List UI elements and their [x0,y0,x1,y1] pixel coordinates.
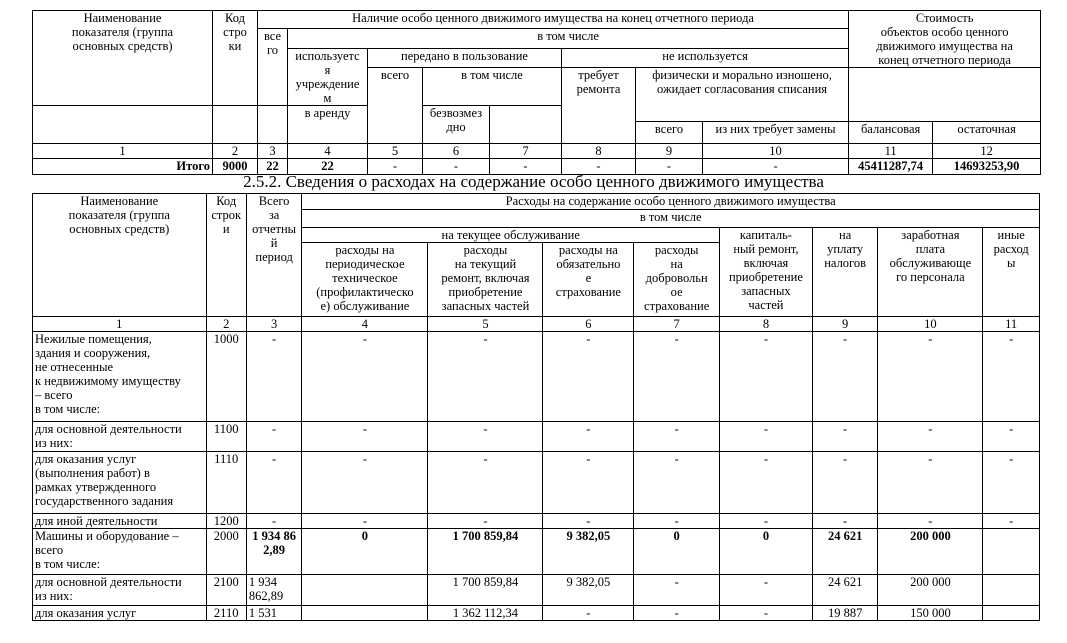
table-cell: - [983,452,1040,514]
header-tr-incl: в том числе [423,68,562,106]
col-num: 5 [368,143,423,158]
table-cell: - [302,422,428,452]
table-cell: - [720,452,813,514]
table-cell: 19 887 [812,606,878,621]
table-cell [302,606,428,621]
table-cell: - [634,606,720,621]
header-mandatory-insurance: расходы на обязательно е страхование [543,243,634,317]
table-cell: 1 531 [246,606,301,621]
row-label: для оказания услуг [33,606,207,621]
table-cell: - [428,452,543,514]
total-cell: 22 [288,158,368,174]
col-num: 2 [213,143,258,158]
header-rent: в аренду [288,105,368,143]
table-cell: - [878,332,983,422]
table-cell: - [302,514,428,529]
header-transferred: передано в пользование [368,48,562,68]
table-cell: 9 382,05 [543,575,634,606]
column-numbers-row [33,143,1041,158]
table-cell: - [543,514,634,529]
table-cell: 1 700 859,84 [428,575,543,606]
row-label: для основной деятельности из них: [33,575,207,606]
total-label: Итого [33,158,213,174]
table-cell: 9 382,05 [543,529,634,575]
table-cell: 1 362 112,34 [428,606,543,621]
table-cell [983,575,1040,606]
expenses-table-body [33,332,1040,621]
row-code: 2110 [206,606,246,621]
table-cell: - [720,606,813,621]
table-row [33,575,1040,606]
row-label: Машины и оборудование – всего в том числе: [33,529,207,575]
table-cell: - [812,514,878,529]
header-tr-total: всего [368,68,423,144]
ocdi-availability-table [32,10,1041,175]
section-title: 2.5.2. Сведения о расходах на содержание особо ценного движимого имущества [243,172,824,191]
header-worn: физически и морально изношено, ожидает согласования списания [636,68,849,122]
table-cell: - [634,422,720,452]
header-name: Наименование показателя (группа основных средств) [33,194,207,317]
header-unused: не используется [562,48,849,68]
table-cell: 200 000 [878,529,983,575]
table-row [33,529,1040,575]
col-num: 2 [206,317,246,332]
table-cell: - [543,332,634,422]
table-cell: - [983,422,1040,452]
table-cell [983,606,1040,621]
header-voluntary-insurance: расходы на добровольн ое страхование [634,243,720,317]
col-num: 3 [258,143,288,158]
header-repair: требует ремонта [562,68,636,144]
col-num: 3 [246,317,301,332]
row-code: 1200 [206,514,246,529]
header-incl: в том числе [302,210,1040,228]
col-num: 12 [933,143,1041,158]
table-cell: 1 934 86 2,89 [246,529,301,575]
header-incl: в том числе [288,29,849,49]
table-cell: - [983,514,1040,529]
table-cell: - [878,514,983,529]
table-cell: - [812,422,878,452]
row-label: Нежилые помещения, здания и сооружения, не отнесенные к недвижимому имуществу – всего в том числе: [33,332,207,422]
table-cell: - [983,332,1040,422]
col-num: 7 [490,143,562,158]
header-worn-total: всего [636,121,703,143]
row-code: 1100 [206,422,246,452]
header-code: Код строк и [206,194,246,317]
table-cell: - [428,422,543,452]
col-num: 9 [636,143,703,158]
col-num: 4 [302,317,428,332]
header-cost: Стоимость объектов особо ценного движимого имущества на конец отчетного периода [849,11,1041,68]
table-cell: - [634,332,720,422]
table-row [33,606,1040,621]
header-availability: Наличие особо ценного движимого имущества на конец отчетного периода [258,11,849,29]
col-num: 5 [428,317,543,332]
table-cell: - [543,452,634,514]
col-num: 11 [849,143,933,158]
col-num: 1 [33,317,207,332]
col-num: 10 [878,317,983,332]
header-current-repair: расходы на текущий ремонт, включая приобретение запасных частей [428,243,543,317]
row-label: для иной деятельности [33,514,207,529]
col-num: 8 [562,143,636,158]
total-cell: - [423,158,490,174]
header-free: безвозмез дно [423,105,490,143]
total-cell: 22 [258,158,288,174]
col-num: 4 [288,143,368,158]
table-cell: - [878,422,983,452]
header-salary: заработная плата обслуживающе го персонала [878,228,983,317]
col-num: 6 [543,317,634,332]
table-cell: - [720,422,813,452]
row-code: 2100 [206,575,246,606]
row-code: 1000 [206,332,246,422]
col-num: 8 [720,317,813,332]
table-cell: 0 [634,529,720,575]
table-cell [983,529,1040,575]
table-cell: - [302,452,428,514]
table-cell: - [720,514,813,529]
row-code: 2000 [206,529,246,575]
header-periodic: расходы на периодическое техническое (профилактическо е) обслуживание [302,243,428,317]
header-capital: капиталь- ный ремонт, включая приобретение запасных частей [720,228,813,317]
col-num: 1 [33,143,213,158]
table-cell: 0 [302,529,428,575]
table-cell: 0 [720,529,813,575]
table-cell: 24 621 [812,529,878,575]
total-cell: - [703,158,849,174]
table-cell: - [246,452,301,514]
total-balance: 45411287,74 [849,158,933,174]
header-expenses: Расходы на содержание особо ценного движимого имущества [302,194,1040,210]
ocdi-expenses-table [32,193,1040,621]
header-balance: балансовая [849,121,933,143]
header-other: иные расход ы [983,228,1040,317]
total-cell: - [490,158,562,174]
table-row [33,514,1040,529]
table-cell: - [720,332,813,422]
table-cell: - [878,452,983,514]
table-cell: - [543,606,634,621]
header-taxes: на уплату налогов [812,228,878,317]
header-total: все го [258,29,288,106]
header-used: используетс я учреждение м [288,48,368,105]
table-cell: 150 000 [878,606,983,621]
header-name: Наименование показателя (группа основных средств) [33,11,213,106]
col-num: 11 [983,317,1040,332]
table-cell [302,575,428,606]
row-code: 1110 [206,452,246,514]
table-cell: 24 621 [812,575,878,606]
table-cell: - [812,452,878,514]
table-cell: - [302,332,428,422]
table-cell: - [428,332,543,422]
table-cell: 1 934 862,89 [246,575,301,606]
header-code: Код стро ки [213,11,258,106]
table-cell: - [543,422,634,452]
table-cell: 200 000 [878,575,983,606]
table-cell: 1 700 859,84 [428,529,543,575]
col-num: 7 [634,317,720,332]
row-label: для основной деятельности из них: [33,422,207,452]
table-cell: - [246,422,301,452]
total-code: 9000 [213,158,258,174]
table-cell: - [634,514,720,529]
table-cell: - [246,332,301,422]
table-row [33,422,1040,452]
header-total: Всего за отчетны й период [246,194,301,317]
table-cell: - [634,575,720,606]
total-residual: 14693253,90 [933,158,1041,174]
table-cell: - [720,575,813,606]
total-cell: - [636,158,703,174]
table-cell: - [634,452,720,514]
col-num: 10 [703,143,849,158]
header-worn-replace: из них требует замены [703,121,849,143]
header-current: на текущее обслуживание [302,228,720,243]
table-row [33,452,1040,514]
table-cell: - [428,514,543,529]
total-cell: - [562,158,636,174]
row-label: для оказания услуг (выполнения работ) в рамках утвержденного государственного задания [33,452,207,514]
header-residual: остаточная [933,121,1041,143]
column-numbers-row [33,317,1040,332]
col-num: 6 [423,143,490,158]
table-cell: - [812,332,878,422]
table-row [33,332,1040,422]
table-cell: - [246,514,301,529]
col-num: 9 [812,317,878,332]
total-cell: - [368,158,423,174]
